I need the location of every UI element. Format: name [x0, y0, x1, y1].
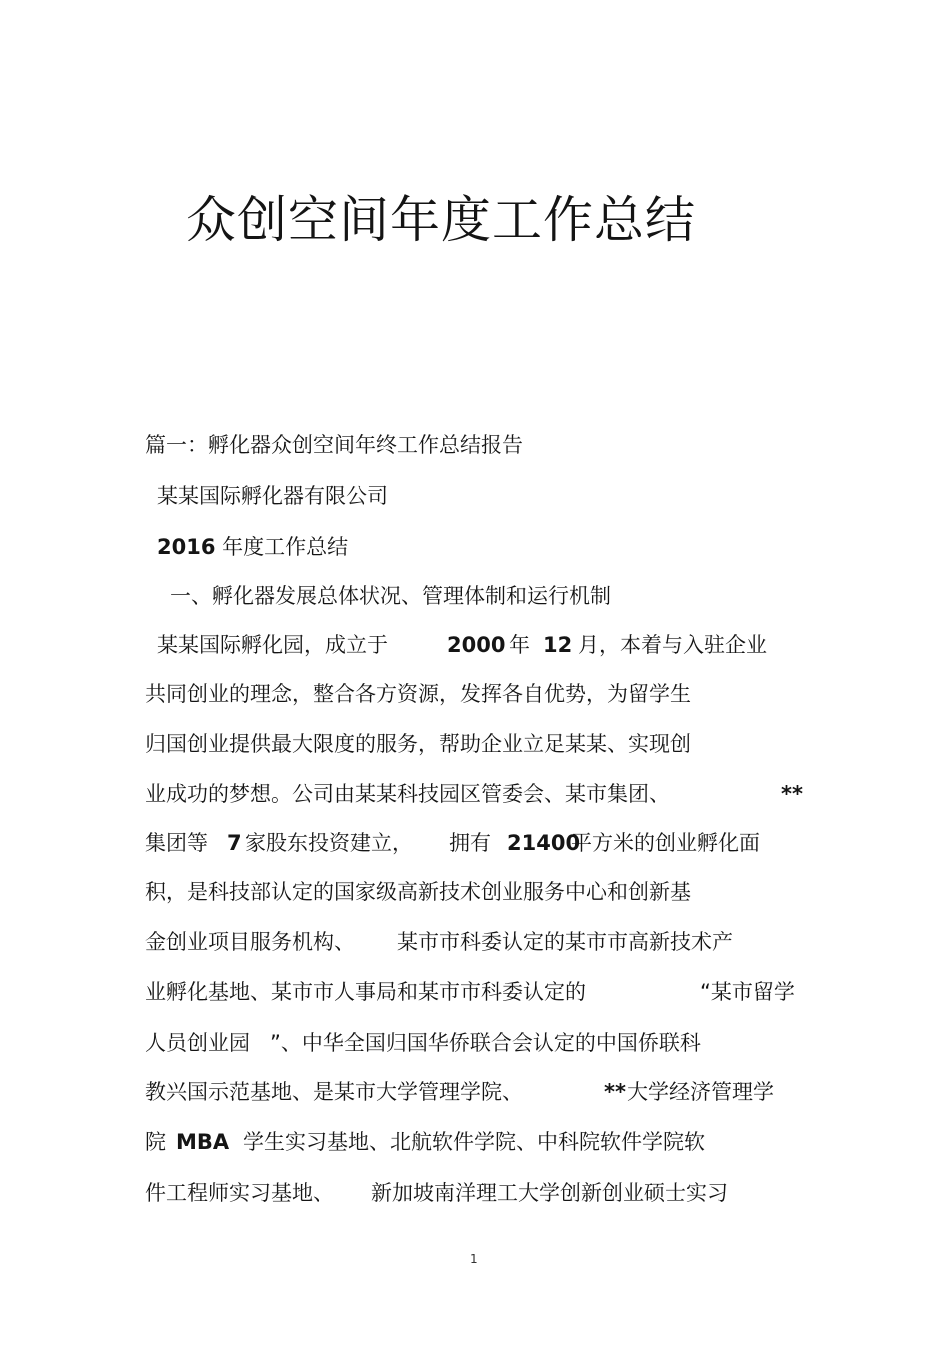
text-segment: 拥有	[449, 831, 491, 855]
text-segment: 教兴国示范基地、是某市大学管理学院、	[145, 1080, 523, 1104]
text-segment: 学生实习基地、北航软件学院、中科院软件学院软	[243, 1130, 705, 1154]
floor-area: 21400	[507, 831, 581, 855]
text-segment: 某市市科委认定的某市市高新技术产	[397, 930, 733, 954]
text-segment: **	[604, 1080, 626, 1104]
text-segment: 业成功的梦想。公司由某某科技园区管委会、某市集团、	[145, 782, 670, 806]
chapter-heading: 一、孵化器发展总体状况、管理体制和运行机制	[170, 584, 611, 608]
text-segment: 大学经济管理学	[627, 1080, 774, 1104]
text-segment: ”、中华全国归国华侨联合会认定的中国侨联科	[270, 1031, 701, 1055]
paragraph-line	[0, 631, 950, 659]
text-segment: “某市留学	[700, 980, 795, 1004]
text-segment: 月，本着与入驻企业	[578, 633, 767, 657]
paragraph-line: 归国创业提供最大限度的服务，帮助企业立足某某、实现创	[145, 732, 691, 756]
company-name: 某某国际孵化器有限公司	[157, 484, 388, 508]
text-segment: 某某国际孵化园，成立于	[157, 633, 388, 657]
page-number: 1	[470, 1252, 478, 1266]
text-segment: **	[781, 782, 803, 806]
text-segment: 平方米的创业孵化面	[571, 831, 760, 855]
paragraph-line	[0, 928, 950, 956]
paragraph-line: 共同创业的理念，整合各方资源，发挥各自优势，为留学生	[145, 682, 691, 706]
text-segment: 人员创业园	[145, 1031, 250, 1055]
paragraph-line	[0, 1128, 950, 1156]
document-title: 众创空间年度工作总结	[186, 191, 696, 249]
paragraph-line	[0, 1029, 950, 1057]
paragraph-line	[0, 978, 950, 1006]
shareholder-count: 7	[227, 831, 242, 855]
founding-month: 12	[543, 633, 573, 657]
text-segment: 新加坡南洋理工大学创新创业硕士实习	[371, 1181, 728, 1205]
report-year: 2016	[157, 535, 216, 559]
text-segment: 年	[509, 633, 530, 657]
paragraph-line	[0, 1179, 950, 1207]
section-heading: 篇一：孵化器众创空间年终工作总结报告	[145, 433, 523, 457]
report-title-suffix: 年度工作总结	[222, 535, 349, 559]
report-title	[157, 533, 348, 561]
paragraph-line	[0, 1078, 950, 1106]
text-segment: 院	[145, 1130, 166, 1154]
text-segment: 件工程师实习基地、	[145, 1181, 334, 1205]
text-segment: 集团等	[145, 831, 208, 855]
mba-label: MBA	[176, 1130, 230, 1154]
text-segment: 家股东投资建立，	[245, 831, 413, 855]
paragraph-line	[0, 829, 950, 857]
text-segment: 业孵化基地、某市市人事局和某市市科委认定的	[145, 980, 586, 1004]
paragraph-line: 积，是科技部认定的国家级高新技术创业服务中心和创新基	[145, 880, 691, 904]
text-segment: 金创业项目服务机构、	[145, 930, 355, 954]
founding-year: 2000	[447, 633, 506, 657]
paragraph-line	[0, 780, 950, 808]
